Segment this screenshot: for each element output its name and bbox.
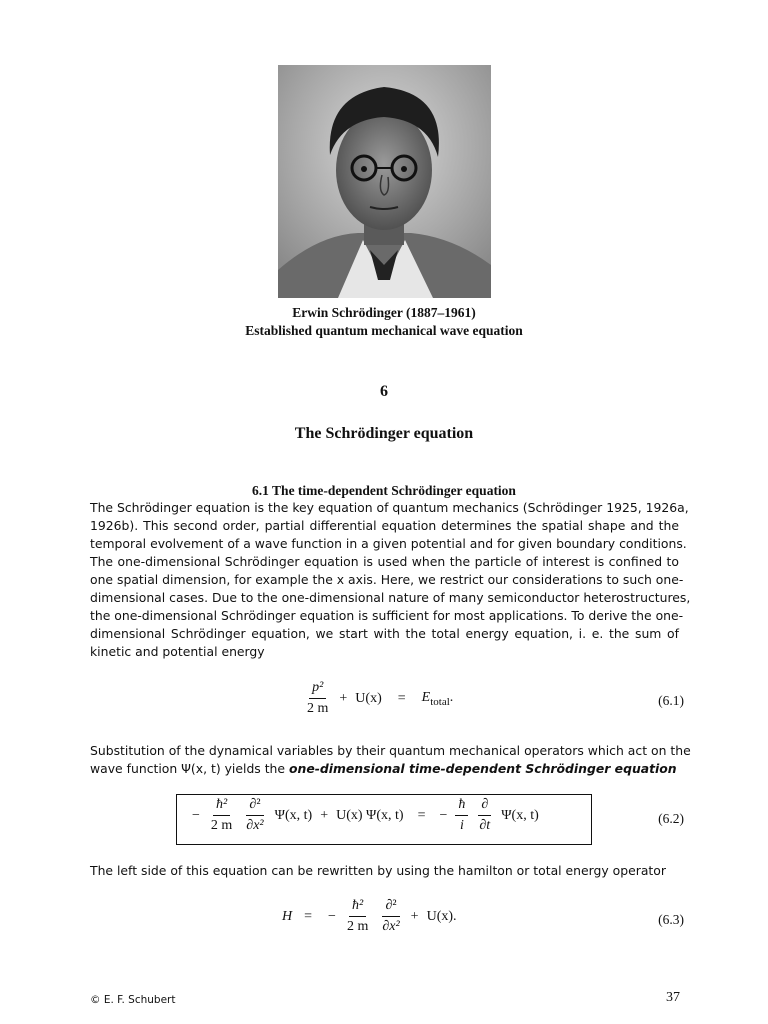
equation-6-1 xyxy=(300,680,453,717)
eq3-hamiltonian: H xyxy=(282,908,293,924)
paragraph-line: The Schrödinger equation is the key equation of quantum mechanics (Schrödinger 1925, 1926a, xyxy=(90,500,689,515)
eq1-numerator: p² xyxy=(312,680,324,695)
paragraph-text: wave function Ψ(x, t) yields the xyxy=(90,761,289,776)
paragraph-intro xyxy=(90,499,691,661)
paragraph-line: Substitution of the dynamical variables by their quantum mechanical operators which act on the xyxy=(90,743,691,758)
portrait-photo xyxy=(278,65,491,298)
eq2-imaginary-unit: i xyxy=(459,818,464,833)
eq2-minus: − xyxy=(192,807,200,823)
paragraph-hamilton xyxy=(90,862,679,880)
paragraph-line: one spatial dimension, for example the x axis. Here, we restrict our considerations to such one- xyxy=(90,572,684,587)
paragraph-line xyxy=(90,760,679,778)
paragraph-line: dimensional Schrödinger equation, we start with the total energy equation, i. e. the sum of xyxy=(90,626,679,641)
equation-number-6-2: (6.2) xyxy=(658,811,684,826)
chapter-title: The Schrödinger equation xyxy=(294,425,474,442)
eq3-minus: − xyxy=(328,908,336,924)
page-number: 37 xyxy=(666,990,680,1005)
eq1-plus: + xyxy=(339,690,348,706)
equation-6-2 xyxy=(188,797,543,834)
eq2-time-derivative xyxy=(476,797,493,834)
eq1-equals: = xyxy=(397,690,406,706)
eq3-plus: + xyxy=(410,908,419,924)
equation-6-3 xyxy=(282,898,461,935)
kinetic-fraction xyxy=(304,680,331,717)
eq3-second-derivative xyxy=(379,898,402,935)
eq1-denominator: 2 m xyxy=(307,701,329,716)
eq2-potential-psi: U(x) Ψ(x, t) xyxy=(336,807,404,823)
eq2-plus: + xyxy=(320,807,329,823)
eq3-potential: U(x) xyxy=(426,908,454,924)
eq2-second-derivative xyxy=(243,797,266,834)
eq3-equals: = xyxy=(304,908,313,924)
eq3-two-m: 2 m xyxy=(346,919,369,934)
eq2-partial: ∂ xyxy=(478,797,491,816)
eq2-equals: = xyxy=(417,807,426,823)
eq3-partial-squared: ∂² xyxy=(382,898,399,917)
eq3-dx-squared: ∂x² xyxy=(382,919,400,934)
paragraph-line: dimensional cases. Due to the one-dimensional nature of many semiconductor heterostructures, xyxy=(90,590,691,605)
section-title: 6.1 The time-dependent Schrödinger equation xyxy=(252,483,516,498)
paragraph-line: kinetic and potential energy xyxy=(90,644,265,659)
paragraph-line: the one-dimensional Schrödinger equation is sufficient for most applications. To derive the one- xyxy=(90,608,684,623)
equation-number-6-3: (6.3) xyxy=(658,912,684,927)
eq1-energy-subscript: total xyxy=(430,695,450,708)
eq2-dx-squared: ∂x² xyxy=(246,818,264,833)
paragraph-line: temporal evolvement of a wave function in a given potential and for given boundary conditions. xyxy=(90,536,687,551)
portrait-caption-name: Erwin Schrödinger (1887–1961) xyxy=(292,305,476,320)
eq1-energy: E xyxy=(421,689,431,705)
portrait-figure xyxy=(278,65,491,298)
portrait-caption-description: Established quantum mechanical wave equation xyxy=(245,323,523,338)
equation-number-6-1: (6.1) xyxy=(658,693,684,708)
eq1-potential: U(x) xyxy=(355,690,382,706)
chapter-number: 6 xyxy=(380,383,388,400)
eq2-hbar-over-i xyxy=(455,797,468,834)
paragraph-line: 1926b). This second order, partial differential equation determines the spatial shape and the xyxy=(90,518,679,533)
eq1-period: . xyxy=(449,689,454,705)
emphasized-term: one-dimensional time-dependent Schrödinger equation xyxy=(288,761,677,776)
eq2-partial-squared: ∂² xyxy=(246,797,263,816)
eq3-hbar-fraction xyxy=(344,898,371,935)
eq2-psi-right: Ψ(x, t) xyxy=(501,807,539,823)
paragraph-line: The one-dimensional Schrödinger equation is used when the particle of interest is confined to xyxy=(90,554,679,569)
paragraph-line: The left side of this equation can be rewritten by using the hamilton or total energy operator xyxy=(90,863,666,878)
eq2-minus-right: − xyxy=(439,807,448,823)
eq2-dt: ∂t xyxy=(479,818,491,833)
eq3-hbar-squared: ħ² xyxy=(352,898,364,913)
eq2-psi: Ψ(x, t) xyxy=(274,807,313,823)
eq2-two-m: 2 m xyxy=(210,818,233,833)
eq2-hbar: ħ xyxy=(458,797,466,812)
eq3-period: . xyxy=(453,908,457,924)
eq2-hbar-squared: ħ² xyxy=(216,797,228,812)
paragraph-substitution xyxy=(90,742,691,778)
eq2-hbar-fraction xyxy=(208,797,235,834)
footer-copyright: © E. F. Schubert xyxy=(90,994,176,1006)
